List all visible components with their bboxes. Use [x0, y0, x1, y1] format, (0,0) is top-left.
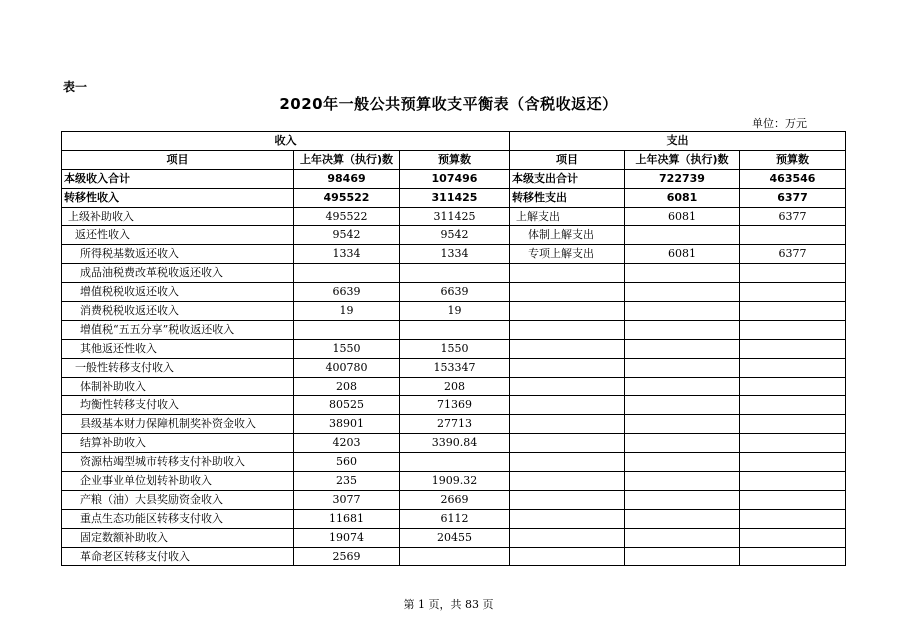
expenditure-item-cell [510, 339, 625, 358]
expenditure-budget-cell [740, 528, 846, 547]
expenditure-prev-final-cell [625, 509, 740, 528]
expenditure-budget-cell [740, 339, 846, 358]
table-row [62, 396, 846, 415]
income-prev-final-cell: 560 [294, 453, 400, 472]
income-item-cell: 资源枯竭型城市转移支付补助收入 [62, 453, 294, 472]
income-item-cell: 均衡性转移支付收入 [62, 396, 294, 415]
column-header-row [62, 150, 846, 169]
expenditure-prev-final-cell [625, 339, 740, 358]
page-label: 表一 [63, 80, 88, 94]
income-item-cell: 成品油税费改革税收返还收入 [62, 264, 294, 283]
income-item-cell: 上级补助收入 [62, 207, 294, 226]
expenditure-budget-cell: 6377 [740, 207, 846, 226]
income-prev-final-cell: 4203 [294, 434, 400, 453]
income-budget-cell [400, 453, 510, 472]
expenditure-prev-final-cell: 6081 [625, 245, 740, 264]
table-row [62, 264, 846, 283]
income-item-cell: 消费税税收返还收入 [62, 302, 294, 321]
expenditure-budget-cell [740, 472, 846, 491]
table-row [62, 547, 846, 566]
expenditure-budget-cell [740, 434, 846, 453]
expenditure-item-header: 项目 [510, 150, 625, 169]
income-prev-final-cell: 495522 [294, 188, 400, 207]
expenditure-prev-final-cell [625, 490, 740, 509]
income-budget-cell: 71369 [400, 396, 510, 415]
expenditure-prev-final-cell [625, 528, 740, 547]
income-item-cell: 其他返还性收入 [62, 339, 294, 358]
income-item-cell: 产粮（油）大县奖励资金收入 [62, 490, 294, 509]
income-budget-cell [400, 264, 510, 283]
expenditure-item-cell [510, 490, 625, 509]
expenditure-item-cell [510, 528, 625, 547]
expenditure-prev-final-cell: 722739 [625, 169, 740, 188]
income-prev-final-cell: 11681 [294, 509, 400, 528]
income-item-cell: 增值税“五五分享”税收返还收入 [62, 320, 294, 339]
expenditure-budget-cell [740, 396, 846, 415]
expenditure-prev-final-header: 上年决算（执行)数 [625, 150, 740, 169]
expenditure-budget-cell [740, 358, 846, 377]
expenditure-budget-cell [740, 453, 846, 472]
expenditure-prev-final-cell [625, 358, 740, 377]
income-item-cell: 革命老区转移支付收入 [62, 547, 294, 566]
expenditure-item-cell [510, 264, 625, 283]
income-prev-final-cell [294, 320, 400, 339]
income-budget-cell: 20455 [400, 528, 510, 547]
table-row [62, 226, 846, 245]
expenditure-item-cell [510, 547, 625, 566]
income-budget-cell: 311425 [400, 207, 510, 226]
income-budget-cell: 6639 [400, 283, 510, 302]
income-section-header: 收入 [62, 132, 510, 151]
table-row [62, 207, 846, 226]
income-item-header: 项目 [62, 150, 294, 169]
expenditure-item-cell [510, 415, 625, 434]
income-prev-final-cell: 19074 [294, 528, 400, 547]
table-row [62, 339, 846, 358]
income-prev-final-cell: 208 [294, 377, 400, 396]
income-budget-cell: 6112 [400, 509, 510, 528]
expenditure-budget-cell [740, 320, 846, 339]
income-prev-final-cell: 2569 [294, 547, 400, 566]
table-row [62, 434, 846, 453]
table-row [62, 188, 846, 207]
expenditure-item-cell [510, 453, 625, 472]
table-row [62, 509, 846, 528]
income-prev-final-cell [294, 264, 400, 283]
expenditure-prev-final-cell [625, 453, 740, 472]
income-budget-cell: 153347 [400, 358, 510, 377]
income-prev-final-cell: 3077 [294, 490, 400, 509]
expenditure-item-cell: 本级支出合计 [510, 169, 625, 188]
expenditure-prev-final-cell [625, 264, 740, 283]
expenditure-prev-final-cell [625, 472, 740, 491]
expenditure-budget-cell [740, 547, 846, 566]
income-item-cell: 县级基本财力保障机制奖补资金收入 [62, 415, 294, 434]
expenditure-item-cell: 转移性支出 [510, 188, 625, 207]
income-budget-cell [400, 320, 510, 339]
table-row [62, 169, 846, 188]
expenditure-item-cell [510, 434, 625, 453]
expenditure-budget-cell: 6377 [740, 188, 846, 207]
table-row [62, 320, 846, 339]
income-item-cell: 固定数额补助收入 [62, 528, 294, 547]
income-item-cell: 重点生态功能区转移支付收入 [62, 509, 294, 528]
income-prev-final-cell: 80525 [294, 396, 400, 415]
section-header-row [62, 132, 846, 151]
expenditure-prev-final-cell [625, 320, 740, 339]
expenditure-item-cell [510, 509, 625, 528]
income-item-cell: 返还性收入 [62, 226, 294, 245]
expenditure-item-cell [510, 472, 625, 491]
expenditure-prev-final-cell [625, 302, 740, 321]
expenditure-budget-cell: 463546 [740, 169, 846, 188]
income-item-cell: 所得税基数返还收入 [62, 245, 294, 264]
table-row [62, 453, 846, 472]
income-item-cell: 企业事业单位划转补助收入 [62, 472, 294, 491]
table-row [62, 490, 846, 509]
expenditure-budget-cell [740, 226, 846, 245]
income-budget-cell: 1550 [400, 339, 510, 358]
income-item-cell: 体制补助收入 [62, 377, 294, 396]
income-prev-final-cell: 19 [294, 302, 400, 321]
income-budget-cell: 3390.84 [400, 434, 510, 453]
expenditure-item-cell: 上解支出 [510, 207, 625, 226]
table-row [62, 528, 846, 547]
expenditure-budget-cell [740, 283, 846, 302]
expenditure-prev-final-cell [625, 415, 740, 434]
expenditure-prev-final-cell: 6081 [625, 188, 740, 207]
income-prev-final-header: 上年决算（执行)数 [294, 150, 400, 169]
expenditure-item-cell [510, 396, 625, 415]
income-item-cell: 增值税税收返还收入 [62, 283, 294, 302]
income-budget-cell: 27713 [400, 415, 510, 434]
expenditure-prev-final-cell [625, 226, 740, 245]
table-row [62, 415, 846, 434]
income-prev-final-cell: 1334 [294, 245, 400, 264]
income-item-cell: 转移性收入 [62, 188, 294, 207]
expenditure-prev-final-cell [625, 434, 740, 453]
income-item-cell: 结算补助收入 [62, 434, 294, 453]
income-prev-final-cell: 6639 [294, 283, 400, 302]
income-prev-final-cell: 98469 [294, 169, 400, 188]
income-prev-final-cell: 38901 [294, 415, 400, 434]
unit-label: 单位：万元 [752, 117, 807, 130]
expenditure-item-cell [510, 283, 625, 302]
income-budget-header: 预算数 [400, 150, 510, 169]
expenditure-prev-final-cell [625, 283, 740, 302]
expenditure-section-header: 支出 [510, 132, 846, 151]
income-budget-cell: 2669 [400, 490, 510, 509]
income-budget-cell: 19 [400, 302, 510, 321]
income-budget-cell: 1909.32 [400, 472, 510, 491]
page-title: 2020年一般公共预算收支平衡表（含税收返还） [279, 95, 618, 113]
expenditure-budget-cell [740, 377, 846, 396]
table-row [62, 472, 846, 491]
expenditure-item-cell [510, 358, 625, 377]
expenditure-prev-final-cell [625, 396, 740, 415]
table-row [62, 358, 846, 377]
income-budget-cell [400, 547, 510, 566]
income-prev-final-cell: 400780 [294, 358, 400, 377]
table-body [62, 169, 846, 566]
table-row [62, 245, 846, 264]
income-budget-cell: 1334 [400, 245, 510, 264]
expenditure-budget-cell [740, 302, 846, 321]
expenditure-budget-cell: 6377 [740, 245, 846, 264]
expenditure-budget-cell [740, 264, 846, 283]
income-prev-final-cell: 235 [294, 472, 400, 491]
income-prev-final-cell: 9542 [294, 226, 400, 245]
expenditure-prev-final-cell: 6081 [625, 207, 740, 226]
expenditure-item-cell: 专项上解支出 [510, 245, 625, 264]
expenditure-item-cell [510, 320, 625, 339]
table-row [62, 377, 846, 396]
expenditure-item-cell: 体制上解支出 [510, 226, 625, 245]
income-budget-cell: 107496 [400, 169, 510, 188]
expenditure-item-cell [510, 302, 625, 321]
expenditure-item-cell [510, 377, 625, 396]
income-item-cell: 本级收入合计 [62, 169, 294, 188]
expenditure-prev-final-cell [625, 377, 740, 396]
income-item-cell: 一般性转移支付收入 [62, 358, 294, 377]
income-budget-cell: 208 [400, 377, 510, 396]
income-budget-cell: 311425 [400, 188, 510, 207]
expenditure-prev-final-cell [625, 547, 740, 566]
income-prev-final-cell: 1550 [294, 339, 400, 358]
table-row [62, 283, 846, 302]
expenditure-budget-header: 预算数 [740, 150, 846, 169]
income-budget-cell: 9542 [400, 226, 510, 245]
page-footer: 第 1 页，共 83 页 [403, 598, 494, 611]
expenditure-budget-cell [740, 490, 846, 509]
budget-table [61, 131, 846, 566]
expenditure-budget-cell [740, 415, 846, 434]
income-prev-final-cell: 495522 [294, 207, 400, 226]
expenditure-budget-cell [740, 509, 846, 528]
table-row [62, 302, 846, 321]
